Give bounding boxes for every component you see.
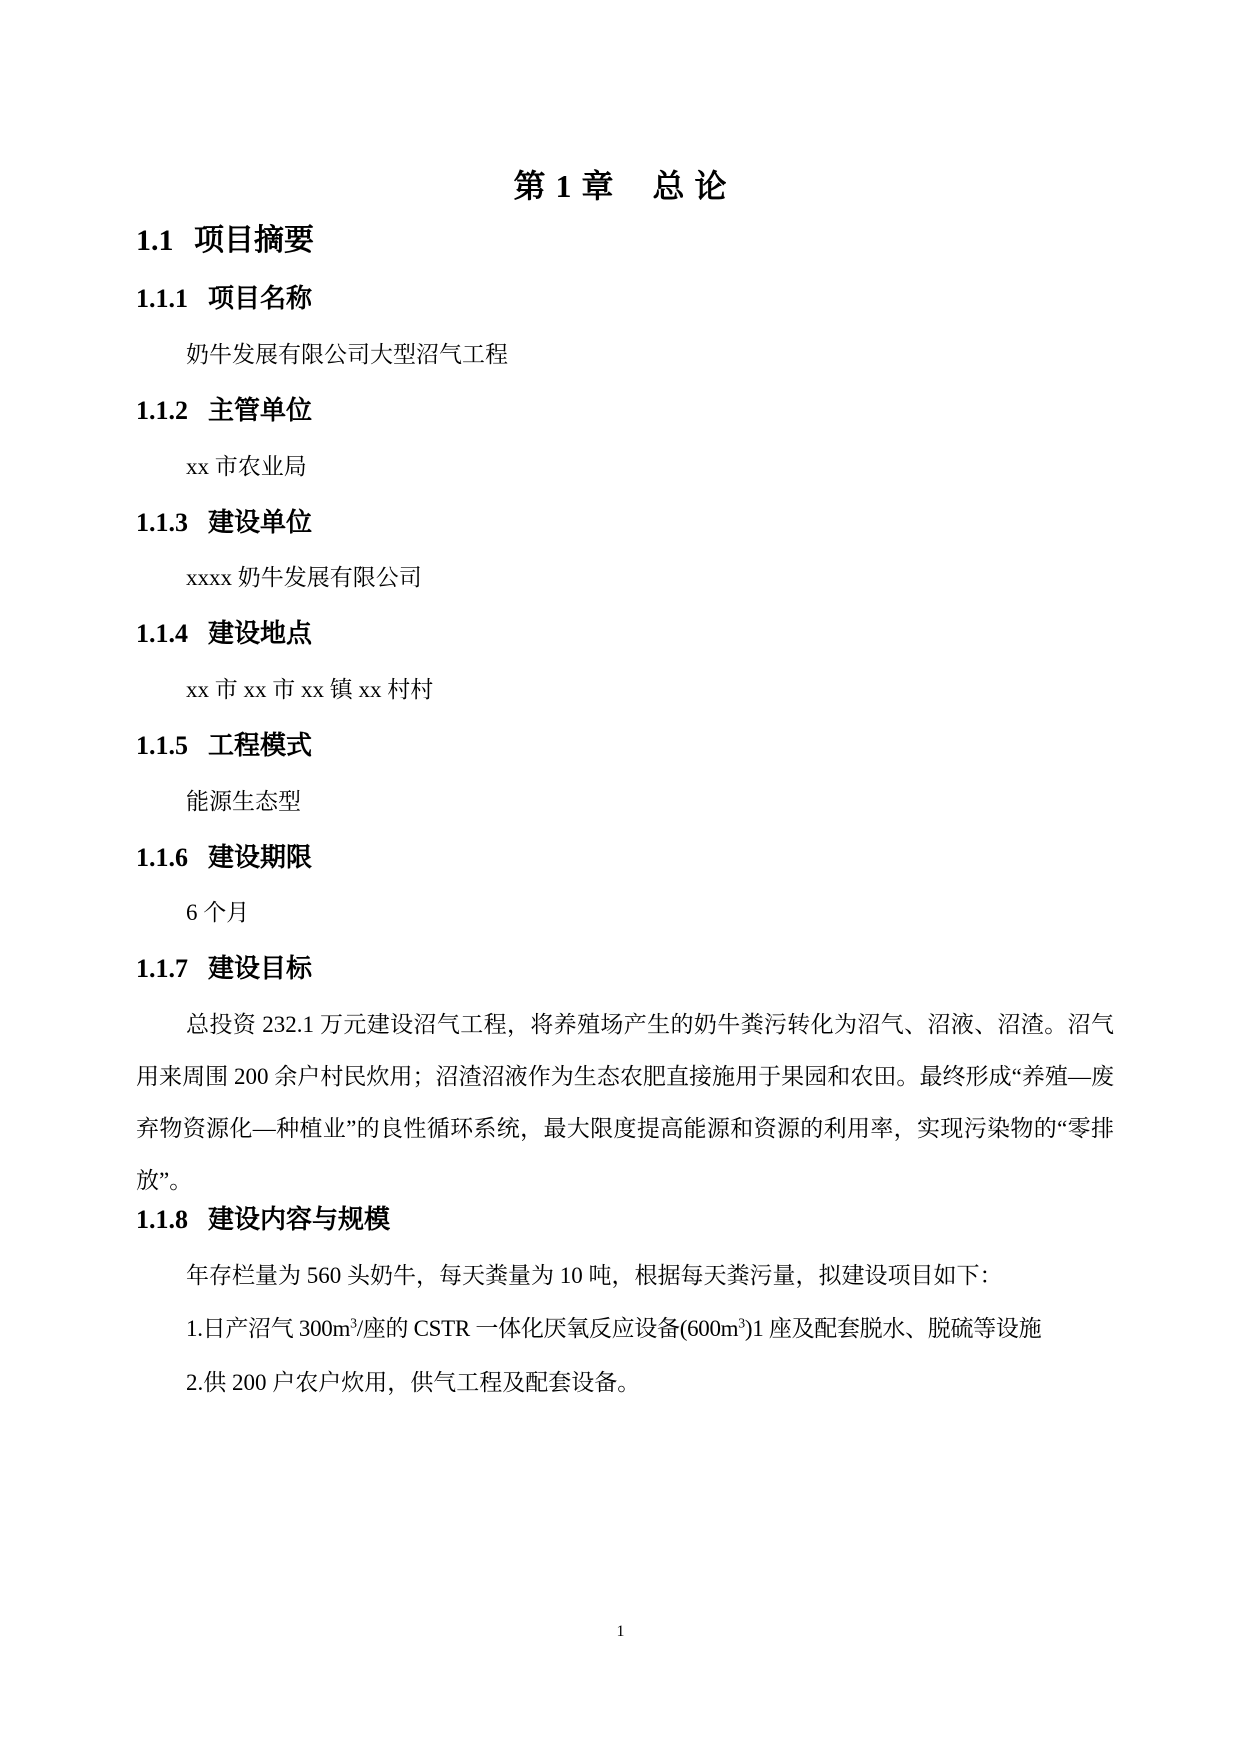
subsection-text: xx 市 xx 市 xx 镇 xx 村村 xyxy=(186,677,434,702)
subsection-text: 6 个月 xyxy=(186,900,250,925)
subsection-heading: 1.1.5 工程模式 xyxy=(136,731,313,760)
list-item: 2.供 200 户农户炊用，供气工程及配套设备。 xyxy=(186,1370,641,1395)
subsection-heading: 1.1.7 建设目标 xyxy=(136,954,313,983)
page-number: 1 xyxy=(616,1623,625,1640)
list-item: 1.日产沼气 $300m^3/$座的 CSTR 一体化厌氧反应设备$(600m^3)1$ 座及配套脱水、脱硫等设施 xyxy=(186,1315,1042,1341)
subsection-heading: 1.1.6 建设期限 xyxy=(136,843,313,872)
subsection-text: xx 市农业局 xyxy=(186,454,307,479)
subsection-heading: 1.1.2 主管单位 xyxy=(136,396,313,425)
subsection-text: xxxx 奶牛发展有限公司 xyxy=(186,565,422,590)
section-heading xyxy=(136,226,314,256)
subsection-text: 奶牛发展有限公司大型沼气工程 xyxy=(186,342,508,367)
subsection-heading: 1.1.8 建设内容与规模 xyxy=(136,1205,391,1234)
subsection-text: 年存栏量为 560 头奶牛，每天粪量为 10 吨，根据每天粪污量，拟建设项目如下： xyxy=(186,1263,1003,1288)
subsection-text: 能源生态型 xyxy=(186,789,301,814)
subsection-heading: 1.1.1 项目名称 xyxy=(136,284,313,313)
chapter-title xyxy=(0,170,1241,202)
subsection-heading: 1.1.3 建设单位 xyxy=(136,508,313,537)
section-title: 项目摘要 xyxy=(194,224,314,257)
chapter-number: 第 1 章 xyxy=(513,168,615,204)
paragraph: 总投资 232.1 万元建设沼气工程，将养殖场产生的奶牛粪污转化为沼气、沼液、沼渣。沼气用来周围 200 余户村民炊用；沼渣沼液作为生态农肥直接施用于果园和农田。最终形成“养殖—废弃物资源化—种植业”的良性循环系统，最大限度提高能源和资源的利用率，实现污染物的“零排放”。 xyxy=(136,1012,1114,1193)
subsection-heading: 1.1.4 建设地点 xyxy=(136,619,313,648)
chapter-name: 总 论 xyxy=(652,168,728,204)
section-number: 1.1 xyxy=(136,224,174,257)
